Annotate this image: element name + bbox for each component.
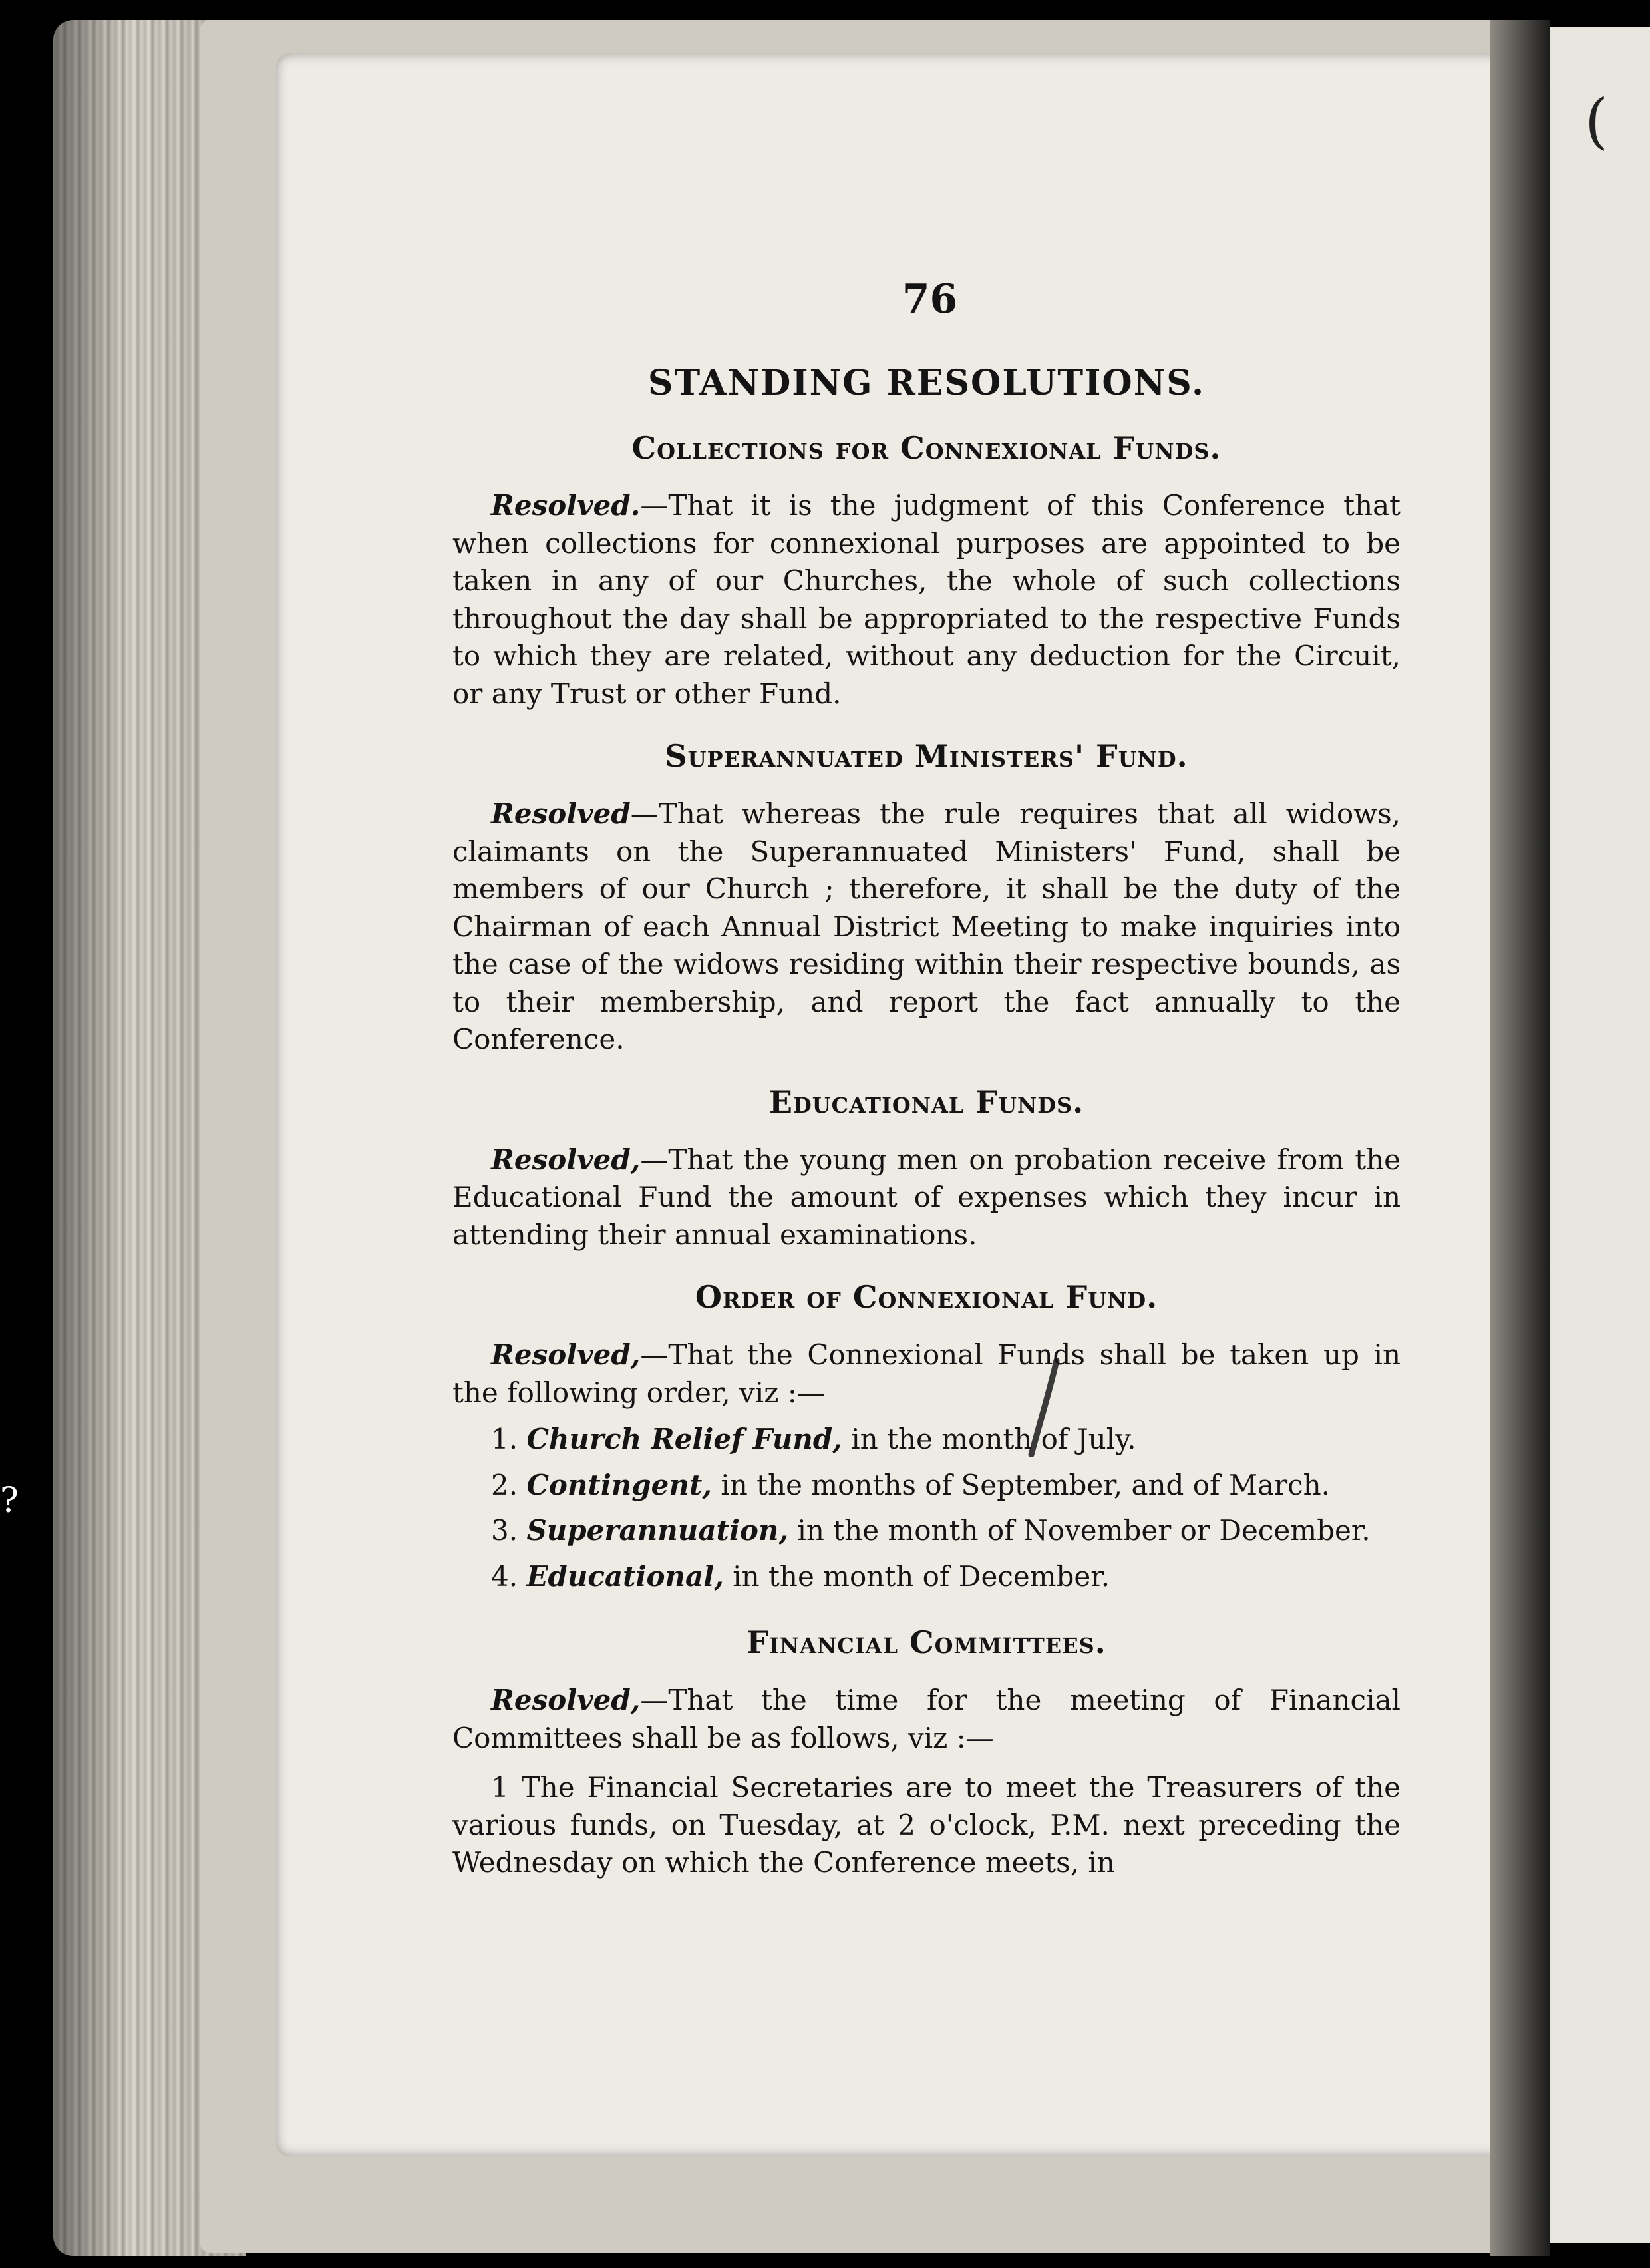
resolution-collections bbox=[452, 487, 1401, 713]
facing-page-mark: ( bbox=[1585, 87, 1609, 156]
resolution-superannuated bbox=[452, 795, 1401, 1059]
section-heading-superannuated: Superannuated Ministers' Fund. bbox=[665, 738, 1188, 774]
resolution-financial-continuation: 1 The Financial Secretaries are to meet the Treasurers of the various funds, on Tuesday, at 2 o'clock, P.M. next preceding the Wednesday on which the Conference meets, in bbox=[452, 1771, 1401, 1879]
resolution-text: —That whereas the rule requires that all widows, claimants on the Superannuated Ministers' Fund, shall be members of our Church ; therefore, it shall be the duty of the Chairman of each Annual District Meeting to make inquiries into the case of the widows residing within their respective bounds, as to their membership, and report the fact annually to the Conference. bbox=[452, 797, 1401, 1055]
list-item-fund: Contingent, bbox=[526, 1468, 712, 1501]
resolution-text: —That the time for the meeting of Financial Committees shall be as follows, viz :— bbox=[452, 1684, 1401, 1754]
list-item-text: in the month of July. bbox=[842, 1423, 1136, 1455]
list-item-number: 4. bbox=[491, 1559, 518, 1593]
section-heading-collections: Collections for Connexional Funds. bbox=[631, 430, 1222, 466]
resolution-lead: Resolved. bbox=[491, 489, 641, 522]
resolution-educational bbox=[452, 1141, 1401, 1254]
list-item-fund: Superannuation, bbox=[526, 1514, 789, 1547]
list-item bbox=[452, 1467, 1401, 1505]
resolution-lead: Resolved, bbox=[491, 1338, 641, 1371]
resolution-lead: Resolved, bbox=[491, 1143, 641, 1176]
fund-order-list bbox=[452, 1421, 1401, 1595]
resolution-text: —That it is the judgment of this Conference that when collections for connexional purposes are appointed to be taken in any of our Churches, the whole of such collections throughout the day shall be appropriated to the respective Funds to which they are related, without any deduction for the Circuit, or any Trust or other Fund. bbox=[452, 489, 1401, 710]
list-item-text: in the month of December. bbox=[723, 1559, 1110, 1593]
page-number: 76 bbox=[902, 276, 958, 323]
list-item-number: 1. bbox=[491, 1423, 518, 1455]
list-item bbox=[452, 1421, 1401, 1459]
list-item-fund: Educational, bbox=[526, 1559, 724, 1593]
resolution-order bbox=[452, 1336, 1401, 1412]
list-item bbox=[452, 1558, 1401, 1596]
resolution-text: —That the Connexional Funds shall be taken up in the following order, viz :— bbox=[452, 1338, 1401, 1409]
list-item-number: 2. bbox=[491, 1468, 518, 1501]
list-item-text: in the months of September, and of March. bbox=[711, 1468, 1330, 1501]
facing-page-edge bbox=[1550, 27, 1650, 2243]
page-title: STANDING RESOLUTIONS. bbox=[647, 363, 1206, 403]
margin-mark: ? bbox=[0, 1481, 19, 1521]
list-item-text: in the month of November or December. bbox=[788, 1514, 1371, 1547]
page-text bbox=[452, 276, 1401, 1910]
list-item bbox=[452, 1512, 1401, 1550]
section-heading-educational: Educational Funds. bbox=[768, 1083, 1084, 1120]
list-item-fund: Church Relief Fund, bbox=[526, 1423, 842, 1455]
resolution-financial bbox=[452, 1682, 1401, 1757]
section-heading-financial: Financial Committees. bbox=[746, 1624, 1106, 1660]
resolution-text: —That the young men on probation receive from the Educational Fund the amount of expenses which they incur in attending their annual examinations. bbox=[452, 1143, 1401, 1251]
section-heading-order: Order of Connexional Fund. bbox=[695, 1279, 1158, 1315]
resolution-lead: Resolved, bbox=[491, 1684, 641, 1716]
book-spine-shadow bbox=[1490, 20, 1550, 2256]
list-item-number: 3. bbox=[491, 1514, 518, 1547]
resolution-lead: Resolved bbox=[491, 797, 631, 830]
